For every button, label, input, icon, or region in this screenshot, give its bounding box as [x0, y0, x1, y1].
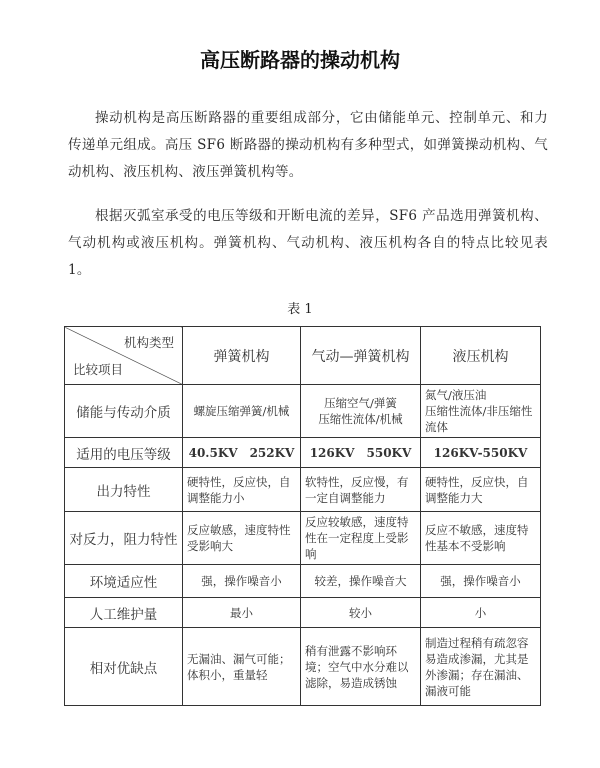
table-cell: 较小: [301, 598, 421, 628]
table-cell: 反应不敏感，速度特性基本不受影响: [421, 512, 541, 565]
table-row: [65, 565, 541, 598]
table-row: [65, 468, 541, 512]
paragraph-selection: 根据灭弧室承受的电压等级和开断电流的差异，SF6 产品选用弹簧机构、气动机构或液压机构。弹簧机构、气动机构、液压机构各自的特点比较见表 1。: [68, 208, 548, 278]
table-cell: 反应敏感，速度特性受影响大: [183, 512, 301, 565]
row-label: 适用的电压等级: [65, 438, 183, 468]
table-row: [65, 628, 541, 706]
table-cell: 螺旋压缩弹簧/机械: [183, 385, 301, 438]
column-header-spring: 弹簧机构: [183, 327, 301, 385]
table-cell: 最小: [183, 598, 301, 628]
row-label: 对反力，阻力特性: [65, 512, 183, 565]
paragraph-intro: 操动机构是高压断路器的重要组成部分，它由储能单元、控制单元、和力传递单元组成。高压 SF6 断路器的操动机构有多种型式，如弹簧操动机构、气动机构、液压机构、液压弹簧机构等。: [68, 110, 548, 180]
table-cell: 强，操作噪音小: [183, 565, 301, 598]
table-cell: 126KV 550KV: [301, 438, 421, 468]
corner-top-label: 机构类型: [123, 335, 174, 350]
row-label: 人工维护量: [65, 598, 183, 628]
table-row: [65, 385, 541, 438]
table-cell: 强，操作噪音小: [421, 565, 541, 598]
corner-bottom-label: 比较项目: [73, 362, 124, 377]
table-cell: 压缩空气/弹簧 压缩性流体/机械: [301, 385, 421, 438]
table-cell: 制造过程稍有疏忽容易造成渗漏，尤其是外渗漏；存在漏油、漏液可能: [421, 628, 541, 706]
table-row: [65, 512, 541, 565]
page-title: 高压断路器的操动机构: [200, 48, 400, 72]
row-label: 相对优缺点: [65, 628, 183, 706]
table-caption: 表 1: [287, 302, 313, 317]
table-cell: 126KV-550KV: [421, 438, 541, 468]
table-row: [65, 438, 541, 468]
comparison-table: [64, 326, 541, 706]
table-cell: 硬特性，反应快，自调整能力小: [183, 468, 301, 512]
table-row: [65, 598, 541, 628]
table-cell: 较差，操作噪音大: [301, 565, 421, 598]
table-cell: 氮气/液压油 压缩性流体/非压缩性流体: [421, 385, 541, 438]
table-cell: 小: [421, 598, 541, 628]
table-cell: 软特性，反应慢，有一定自调整能力: [301, 468, 421, 512]
column-header-pneumatic-spring: 气动—弹簧机构: [301, 327, 421, 385]
row-label: 储能与传动介质: [65, 385, 183, 438]
table-cell: 无漏油、漏气可能；体积小，重量轻: [183, 628, 301, 706]
diagonal-header-cell: [65, 327, 183, 385]
row-label: 环境适应性: [65, 565, 183, 598]
table-cell: 稍有泄露不影响环境；空气中水分难以滤除，易造成锈蚀: [301, 628, 421, 706]
table-cell: 硬特性，反应快，自调整能力大: [421, 468, 541, 512]
row-label: 出力特性: [65, 468, 183, 512]
table-header-row: [65, 327, 541, 385]
column-header-hydraulic: 液压机构: [421, 327, 541, 385]
table-cell: 反应较敏感，速度特性在一定程度上受影响: [301, 512, 421, 565]
table-cell: 40.5KV 252KV: [183, 438, 301, 468]
